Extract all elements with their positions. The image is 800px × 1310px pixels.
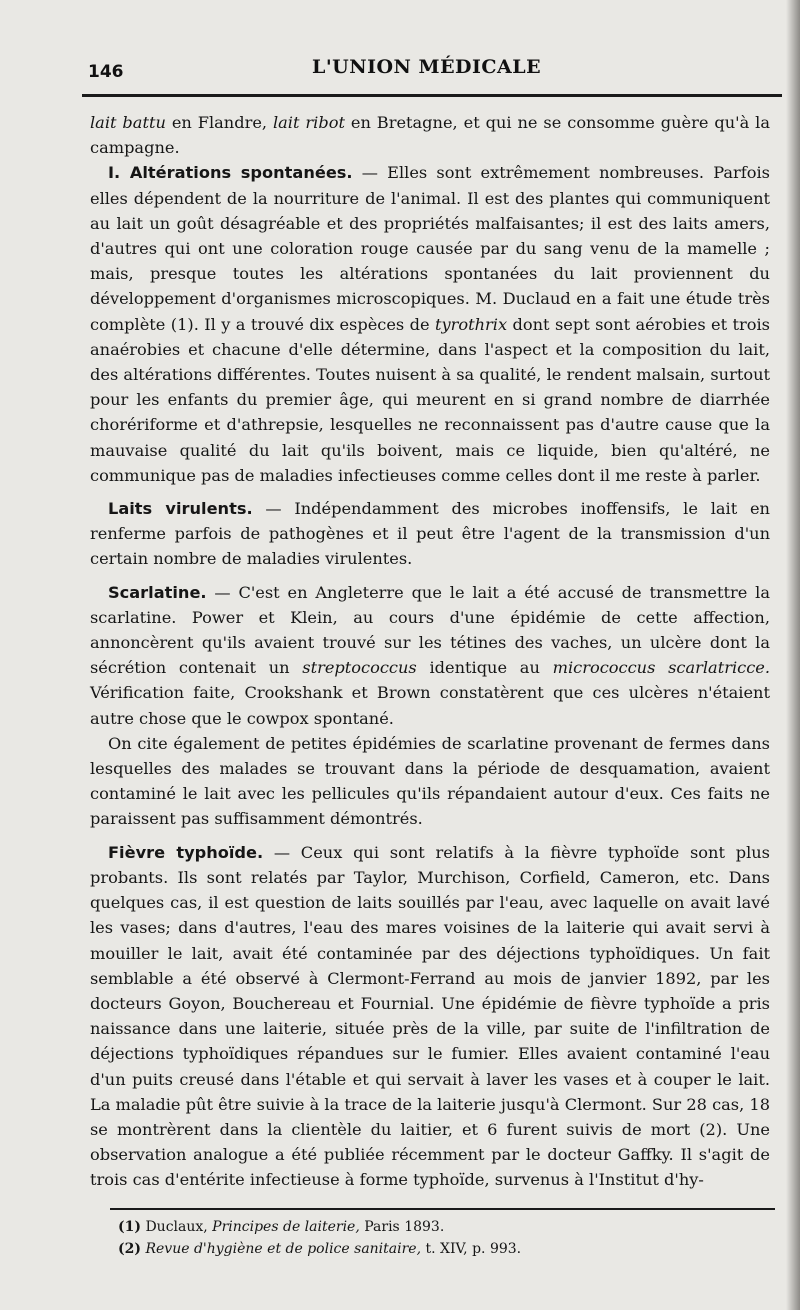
italic-term: streptococcus <box>302 658 417 678</box>
footnote <box>118 1216 758 1238</box>
body-text <box>90 110 770 1193</box>
text-run: — Ceux qui sont relatifs à la fièvre typhoïde sont plus probants. Ils sont relatés par Taylor, Murchison, Corfield, Cameron, etc. Dans quelques cas, il est question de laits souillés par l'eau, avec laquelle on avait lavé les vases; dans d'autres, l'eau des mares voisines de la laiterie qui avait servi à mouiller le lait, avait été contaminée par des déjections typhoïdiques. Un fait semblable a été observé à Clermont-Ferrand au mois de janvier 1892, par les docteurs Goyon, Bouchereau et Fournial. Une épidémie de fièvre typhoïde a pris naissance dans une laiterie, située près de la ville, par suite de l'infiltration de déjections typhoïdiques répandues sur le fumier. Elles avaient contaminé l'eau d'un puits creusé dans l'étable et qui servait à laver les vases et à couper le lait. La maladie pût être suivie à la trace de la laiterie jusqu'à Clermont. Sur 28 cas, 18 se montrèrent dans la clientèle du laitier, et 6 furent suivis de mort (2). Une observation analogue a été publiée récemment par le docteur Gaffky. Il s'agit de trois cas d'entérite infectieuse à forme typhoïde, survenus à l'Institut d'hy- <box>90 842 770 1190</box>
paragraph-alterations-spontanees <box>90 160 770 488</box>
paragraph-petites-epidemies <box>90 731 770 832</box>
text-run: — C'est en Angleterre que le lait a été accusé de transmettre la scarlatine. Power et Klein, au cours d'une épidémie de cette affection, annoncèrent qu'ils avaient trouvé sur les tétines des vaches, un ulcère dont la sécrétion contenait un <box>90 582 770 678</box>
italic-term: lait battu <box>90 113 166 132</box>
text-run: identique au <box>416 658 553 678</box>
paragraph-scarlatine <box>90 580 770 731</box>
page-gutter-shadow <box>786 0 800 1310</box>
footnote-rule <box>110 1208 775 1210</box>
italic-term: micrococcus scarlatricce. <box>552 658 770 678</box>
footnote-number: (1) <box>118 1219 141 1235</box>
paragraph-fievre-typhoide <box>90 840 770 1193</box>
page-header <box>82 50 782 90</box>
footnote-number: (2) <box>118 1241 141 1257</box>
text-run: en Bretagne, et qui ne se consomme guère qu'à la campagne. <box>90 113 770 158</box>
page-number: 146 <box>88 62 124 82</box>
text-run: Duclaux, <box>141 1219 213 1235</box>
paragraph-laits-virulents <box>90 496 770 572</box>
footnotes <box>118 1216 758 1260</box>
text-run: t. XIV, p. 993. <box>421 1241 522 1257</box>
text-run: — Indépendamment des microbes inoffensifs, le lait en renferme parfois de pathogènes et il peut être l'agent de la transmission d'un certain nombre de maladies virulentes. <box>90 499 770 569</box>
italic-term: Revue d'hygiène et de police sanitaire, <box>145 1241 422 1257</box>
text-run: dont sept sont aérobies et trois anaérobies et chacune d'elle détermine, dans l'aspect et la composition du lait, des altérations différentes. Toutes nuisent à sa qualité, le rendent malsain, surtout pour les enfants du premier âge, qui meurent en si grand nombre de diarrhée chorériforme et d'athrepsie, lesquelles ne reconnaissent pas d'autre cause que la mauvaise qualité du lait qu'ils boivent, mais ce liquide, bien qu'altéré, ne communique pas de maladies infectieuses comme celles dont il me reste à parler. <box>90 314 770 485</box>
section-title: Fièvre typhoïde. <box>108 842 264 862</box>
footnote <box>118 1238 758 1260</box>
paragraph-intro <box>90 110 770 160</box>
section-title: Scarlatine. <box>108 582 207 602</box>
text-run: en Flandre, <box>165 113 273 132</box>
header-rule <box>82 94 782 97</box>
text-run: Paris 1893. <box>359 1219 445 1235</box>
italic-term: tyrothrix <box>434 314 508 334</box>
section-title: Laits virulents. <box>108 499 253 519</box>
section-title: I. Altérations spontanées. <box>108 163 353 183</box>
running-title: L'UNION MÉDICALE <box>312 56 542 78</box>
italic-term: lait ribot <box>272 113 345 132</box>
text-run: — Elles sont extrêmement nombreuses. Parfois elles dépendent de la nourriture de l'animal. Il est des plantes qui communiquent au lait un goût désagréable et des propriétés malfaisantes; il est des laits amers, d'autres qui ont une coloration rouge causée par du sang venu de la mamelle ; mais, presque toutes les altérations spontanées du lait proviennent du développement d'organismes microscopiques. M. Duclaud en a fait une étude très complète (1). Il y a trouvé dix espèces de <box>90 163 770 334</box>
italic-term: Principes de laiterie, <box>212 1219 360 1235</box>
text-run: Vérification faite, Crookshank et Brown constatèrent que ces ulcères n'étaient autre chose que le cowpox spontané. <box>90 683 770 728</box>
text-run: On cite également de petites épidémies de scarlatine provenant de fermes dans lesquelles des malades se trouvant dans la période de desquamation, avaient contaminé le lait avec les pellicules qu'ils répandaient autour d'eux. Ces faits ne paraissent pas suffisamment démontrés. <box>90 733 770 829</box>
